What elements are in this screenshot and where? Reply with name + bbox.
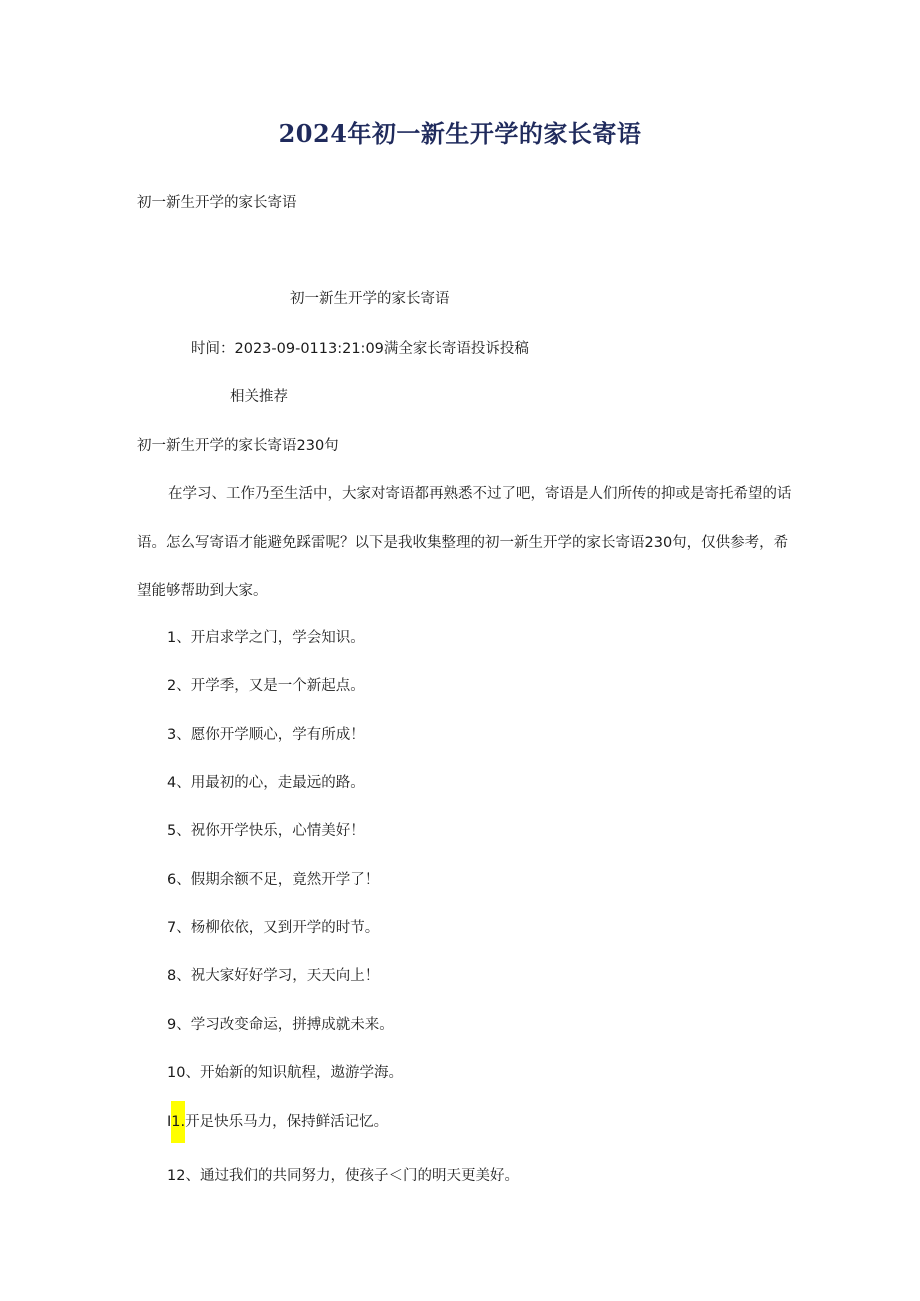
- list-item: 8、祝大家好好学习，天天向上！: [167, 968, 380, 984]
- highlighted-number: 1.: [171, 1101, 185, 1143]
- list-item: 7、杨柳依依，又到开学的时节。: [167, 920, 380, 936]
- list-item-11: [167, 1112, 388, 1132]
- document-subtitle: 初一新生开学的家长寄语: [137, 195, 297, 211]
- list-item: 3、愿你开学顺心，学有所成！: [167, 727, 365, 743]
- list-item: 4、用最初的心，走最远的路。: [167, 775, 365, 791]
- list-item: 2、开学季，又是一个新起点。: [167, 678, 365, 694]
- list-item-12: 12、通过我们的共同努力，使孩子＜门的明天更美好。: [167, 1168, 519, 1184]
- list-item: 6、假期余额不足，竟然开学了！: [167, 872, 380, 888]
- document-title: 2024年初一新生开学的家长寄语: [278, 119, 642, 148]
- list-item: 9、学习改变命运，拼搏成就未来。: [167, 1017, 394, 1033]
- list-item: 10、开始新的知识航程，遨游学海。: [167, 1065, 403, 1081]
- list-item: 1、开启求学之门，学会知识。: [167, 630, 365, 646]
- article-meta: 时间：2023-09-0113:21:09满全家长寄语投诉投稿: [191, 341, 529, 357]
- section-heading: 初一新生开学的家长寄语230句: [137, 438, 339, 454]
- item-11-text: 开足快乐马力，保持鲜活记忆。: [185, 1114, 389, 1130]
- article-title: 初一新生开学的家长寄语: [290, 291, 450, 307]
- intro-paragraph: 在学习、工作乃至生活中，大家对寄语都再熟悉不过了吧，寄语是人们所传的抑或是寄托希望的话语。怎么写寄语才能避免踩雷呢？以下是我收集整理的初一新生开学的家长寄语230句，仅供参考，希望能够帮助到大家。: [137, 486, 792, 599]
- item-11-prefix: I: [167, 1114, 172, 1130]
- list-item: 5、祝你开学快乐，心情美好！: [167, 823, 365, 839]
- related-recommendations: 相关推荐: [230, 389, 288, 405]
